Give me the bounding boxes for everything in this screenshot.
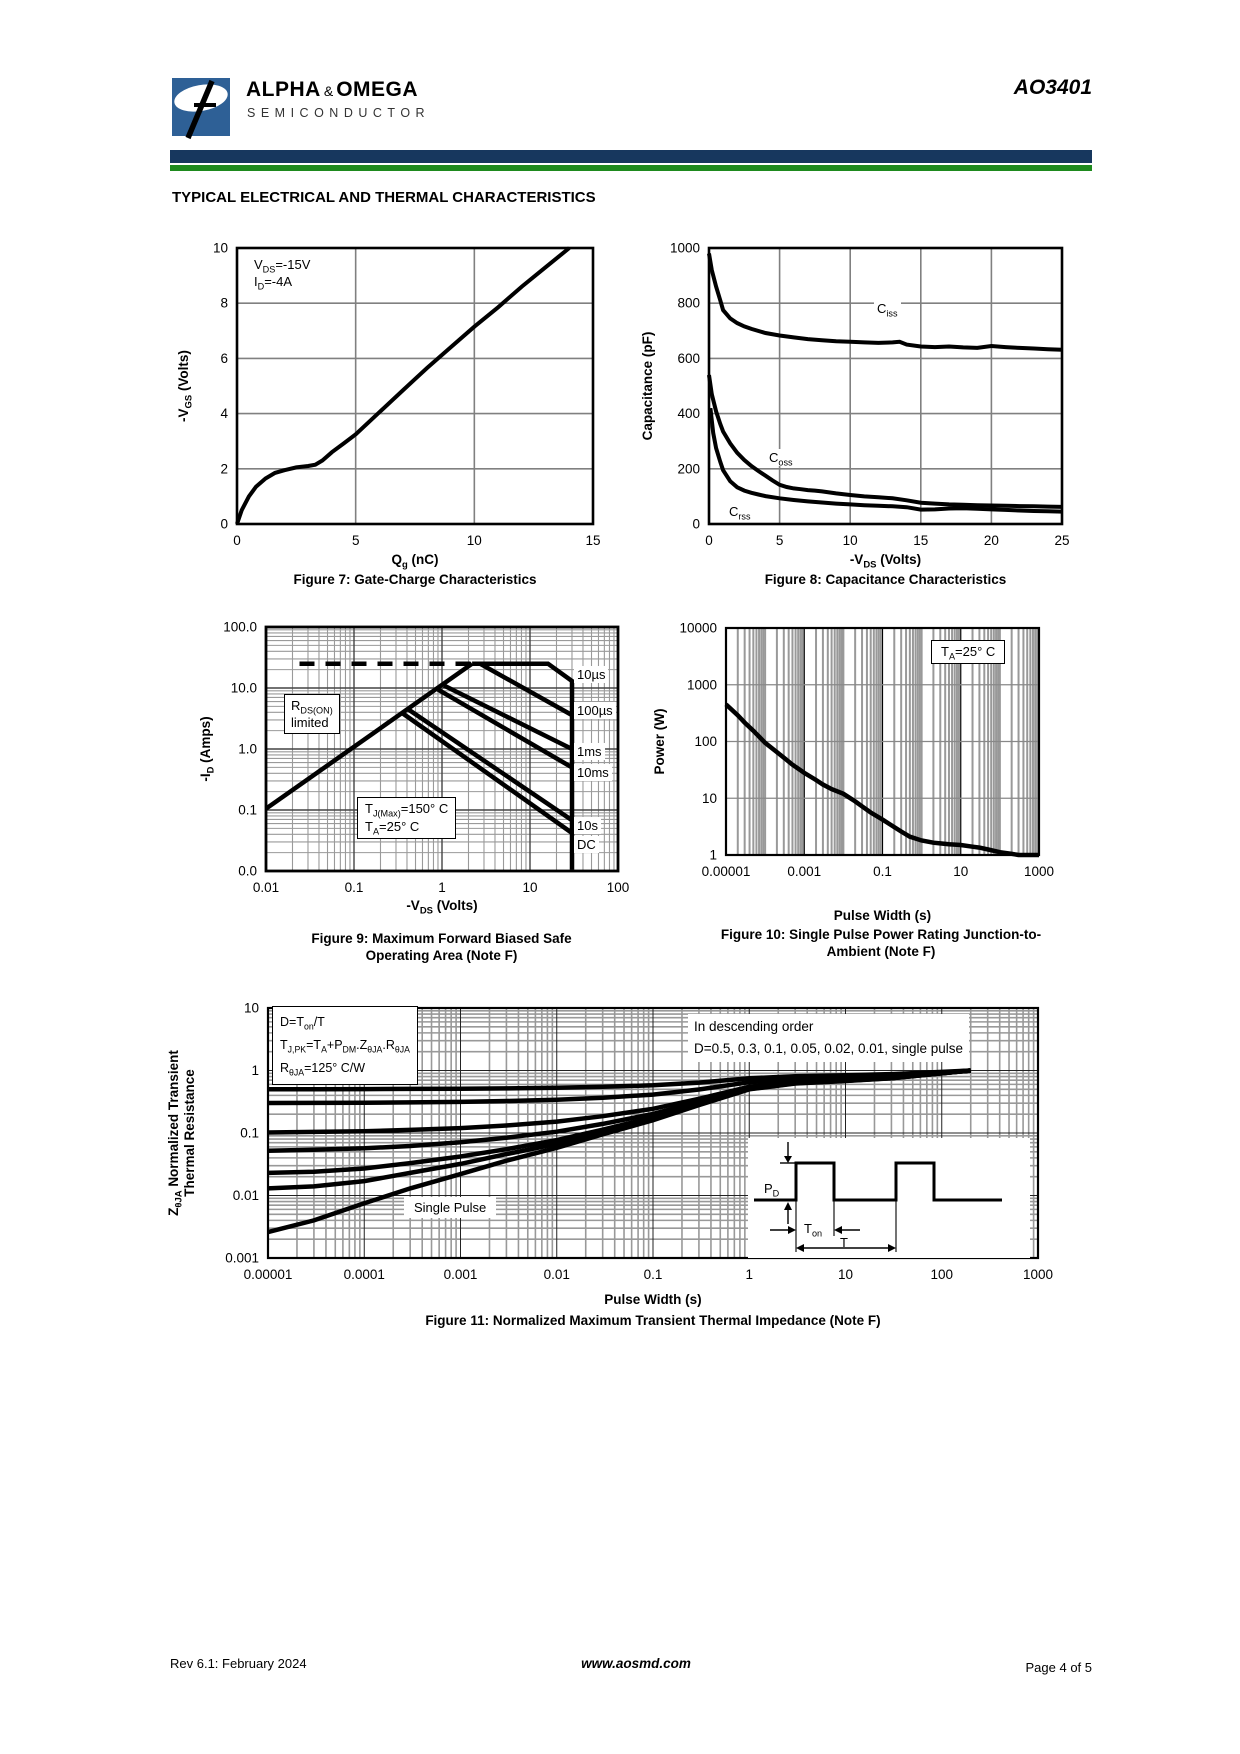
fig8-x-tick: 25 [1054, 533, 1070, 548]
fig11-x-tick: 0.0001 [343, 1267, 385, 1282]
footer-page-number: Page 4 of 5 [1025, 1660, 1092, 1675]
fig8-ciss-label: $C_{iss}$ [874, 300, 901, 317]
fig7-condition-id: $I_D=-4A$ [254, 274, 293, 292]
fig11-descending-note [688, 1014, 969, 1062]
fig11-x-tick: 0.1 [643, 1267, 663, 1282]
fig11-caption: Figure 11: Normalized Maximum Transient Thermal Impedance (Note F) [425, 1313, 881, 1328]
fig7-y-tick: 0 [220, 516, 228, 532]
fig9-y-axis-label: $-I_D$ (Amps) [198, 716, 217, 782]
fig11-desc-line2: D=0.5, 0.3, 0.1, 0.05, 0.02, 0.01, single pulse [694, 1041, 964, 1056]
fig11-x-tick: 1000 [1022, 1267, 1054, 1282]
footer-revision: Rev 6.1: February 2024 [170, 1656, 307, 1671]
fig9-caption-line1: Figure 9: Maximum Forward Biased Safe [311, 931, 572, 946]
fig8-crss-label: $C_{rss}$ [726, 503, 754, 520]
fig8-x-axis-label: $-V_{DS}$ (Volts) [849, 552, 922, 571]
fig8-capacitance-chart [669, 240, 1070, 548]
fig7-y-tick: 8 [220, 295, 228, 311]
fig11-y-tick: 10 [243, 1000, 259, 1016]
page-title: TYPICAL ELECTRICAL AND THERMAL CHARACTERISTICS [172, 189, 596, 206]
fig7-caption: Figure 7: Gate-Charge Characteristics [293, 572, 537, 587]
fig11-x-tick: 1 [745, 1267, 754, 1282]
brand-name [246, 78, 418, 102]
fig7-condition-vds: $V_{DS}=-15V$ [254, 257, 311, 275]
fig7-y-tick: 4 [220, 406, 228, 422]
fig8-caption: Figure 8: Capacitance Characteristics [764, 572, 1007, 587]
fig9-x-axis-label: $-V_{DS}$ (Volts) [406, 898, 478, 917]
footer-url: www.aosmd.com [581, 1656, 691, 1671]
fig9-label-10us: 10µs [574, 666, 608, 683]
fig8-y-tick: 600 [677, 350, 700, 366]
fig9-x-tick: 0.01 [252, 880, 280, 895]
aos-logo [170, 76, 240, 146]
fig8-y-tick: 0 [692, 516, 700, 532]
part-number: AO3401 [1013, 76, 1092, 99]
fig9-y-tick: 0.1 [238, 802, 257, 818]
fig9-caption-line2: Operating Area (Note F) [365, 948, 518, 963]
fig11-y-label-line1: $Z_{\theta JA}$ Normalized Transient [166, 1050, 185, 1216]
fig9-label-10ms: 10ms [574, 764, 612, 781]
coss-curve [709, 375, 1062, 507]
fig10-caption-line2: Ambient (Note F) [826, 944, 936, 959]
fig9-temperature-note [357, 797, 456, 839]
fig10-ta-note [931, 640, 1005, 664]
fig9-label-100us: 100µs [574, 702, 616, 719]
fig11-y-tick: 0.1 [240, 1125, 259, 1141]
fig8-y-tick: 1000 [669, 240, 700, 256]
fig7-x-tick: 5 [351, 533, 360, 548]
fig7-y-tick: 10 [212, 240, 228, 256]
fig9-x-tick: 0.1 [344, 880, 364, 895]
fig8-x-tick: 0 [705, 533, 713, 548]
fig10-y-tick: 100 [694, 734, 717, 749]
inset-pd-label: $P_D$ [764, 1181, 780, 1199]
rdson-limit-line [266, 664, 472, 809]
fig10-x-tick: 0.1 [873, 864, 892, 879]
fig9-label-1ms: 1ms [574, 743, 605, 760]
fig8-y-axis-label: Capacitance (pF) [640, 331, 655, 441]
fig9-ta: $T_A=25^\circ$ C [365, 819, 420, 837]
fig7-y-tick: 2 [220, 461, 228, 477]
fig7-x-tick: 15 [585, 533, 601, 548]
fig11-x-tick: 0.01 [543, 1267, 570, 1282]
fig9-x-tick: 10 [522, 880, 538, 895]
soa-1ms [444, 686, 572, 750]
fig11-pulse-waveform-inset [748, 1138, 1030, 1258]
pulse-waveform-drawing [748, 1138, 1030, 1258]
fig7-test-conditions [254, 256, 310, 290]
fig8-y-tick: 200 [677, 461, 700, 477]
fig11-formula-note [272, 1006, 418, 1085]
fig10-y-tick: 1 [709, 847, 717, 863]
fig11-y-tick: 1 [251, 1063, 259, 1078]
fig10-y-axis-label: Power (W) [652, 708, 667, 775]
fig11-y-axis-label [166, 1008, 198, 1258]
fig10-x-tick: 10 [953, 864, 969, 879]
inset-ton-label: $T_{on}$ [804, 1221, 823, 1239]
fig10-y-tick: 10 [701, 790, 717, 806]
fig11-x-tick: 0.001 [443, 1267, 478, 1282]
fig11-formula-line3: $R_{\theta JA}=125^\circ$ C/W [280, 1061, 366, 1078]
fig8-y-tick: 400 [677, 406, 700, 422]
brand-alpha: ALPHA [246, 78, 321, 101]
fig8-y-tick: 800 [677, 295, 700, 311]
fig9-rdson-limited-note [284, 694, 340, 734]
fig9-y-tick: 1.0 [238, 741, 257, 757]
fig10-ta-text: $T_A=25^\circ$ C [941, 644, 996, 662]
fig9-caption [225, 930, 658, 964]
fig10-x-tick: 0.001 [787, 864, 822, 879]
fig9-label-dc: DC [574, 836, 599, 853]
fig11-formula-line1: $D=T_{on}/T$ [280, 1015, 325, 1032]
brand-semiconductor: SEMICONDUCTOR [247, 106, 431, 120]
fig9-x-tick: 1 [438, 880, 446, 895]
fig11-y-tick: 0.01 [232, 1188, 259, 1203]
fig10-y-tick: 10000 [679, 620, 717, 636]
fig10-x-tick: 1000 [1023, 864, 1055, 879]
fig9-rdson-line2: limited [291, 715, 329, 730]
navy-bar [170, 150, 1092, 163]
fig7-x-tick: 0 [233, 533, 241, 548]
fig10-x-axis-label: Pulse Width (s) [833, 908, 932, 923]
fig8-coss-label: $C_{oss}$ [766, 449, 796, 466]
fig11-x-tick: 0.00001 [243, 1267, 293, 1282]
fig7-y-axis-label: $-V_{GS}$ (Volts) [176, 350, 195, 422]
fig8-x-tick: 20 [983, 533, 999, 548]
fig7-x-tick: 10 [466, 533, 482, 548]
brand-ampersand: & [323, 83, 334, 99]
green-bar [170, 165, 1092, 172]
fig10-x-tick: 0.00001 [701, 864, 751, 879]
inset-t-label: T [840, 1235, 848, 1250]
fig11-y-label-line2: Thermal Resistance [182, 1069, 197, 1197]
fig9-label-10s: 10s [574, 817, 601, 834]
fig10-y-tick: 1000 [686, 677, 717, 693]
fig9-y-tick: 0.0 [238, 863, 257, 879]
fig8-x-tick: 15 [913, 533, 929, 548]
brand-omega: OMEGA [336, 78, 419, 101]
fig7-x-axis-label: $Q_g$ (nC) [391, 552, 439, 571]
fig11-single-pulse-label: Single Pulse [404, 1197, 496, 1218]
fig7-y-tick: 6 [220, 350, 228, 366]
fig11-x-axis-label: Pulse Width (s) [604, 1292, 702, 1307]
fig9-rdson-line1: $R_{DS(ON)}$ [291, 698, 333, 716]
fig11-desc-line1: In descending order [694, 1019, 814, 1034]
fig11-x-tick: 10 [837, 1267, 854, 1282]
fig11-formula-line2: $T_{J,PK}=T_A+P_{DM}.Z_{\theta JA}.R_{\theta JA}$ [280, 1038, 410, 1055]
fig10-caption-line1: Figure 10: Single Pulse Power Rating Junction-to- [720, 927, 1042, 942]
fig9-y-tick: 100.0 [223, 619, 257, 635]
fig11-x-tick: 100 [930, 1267, 954, 1282]
fig8-x-tick: 5 [775, 533, 784, 548]
fig8-x-tick: 10 [842, 533, 858, 548]
fig9-y-tick: 10.0 [230, 680, 257, 696]
fig10-caption [650, 926, 1112, 960]
fig9-tjmax: $T_{J(Max)}=150^\circ$ C [365, 801, 449, 819]
fig9-x-tick: 100 [606, 880, 630, 895]
fig11-y-tick: 0.001 [225, 1250, 259, 1266]
